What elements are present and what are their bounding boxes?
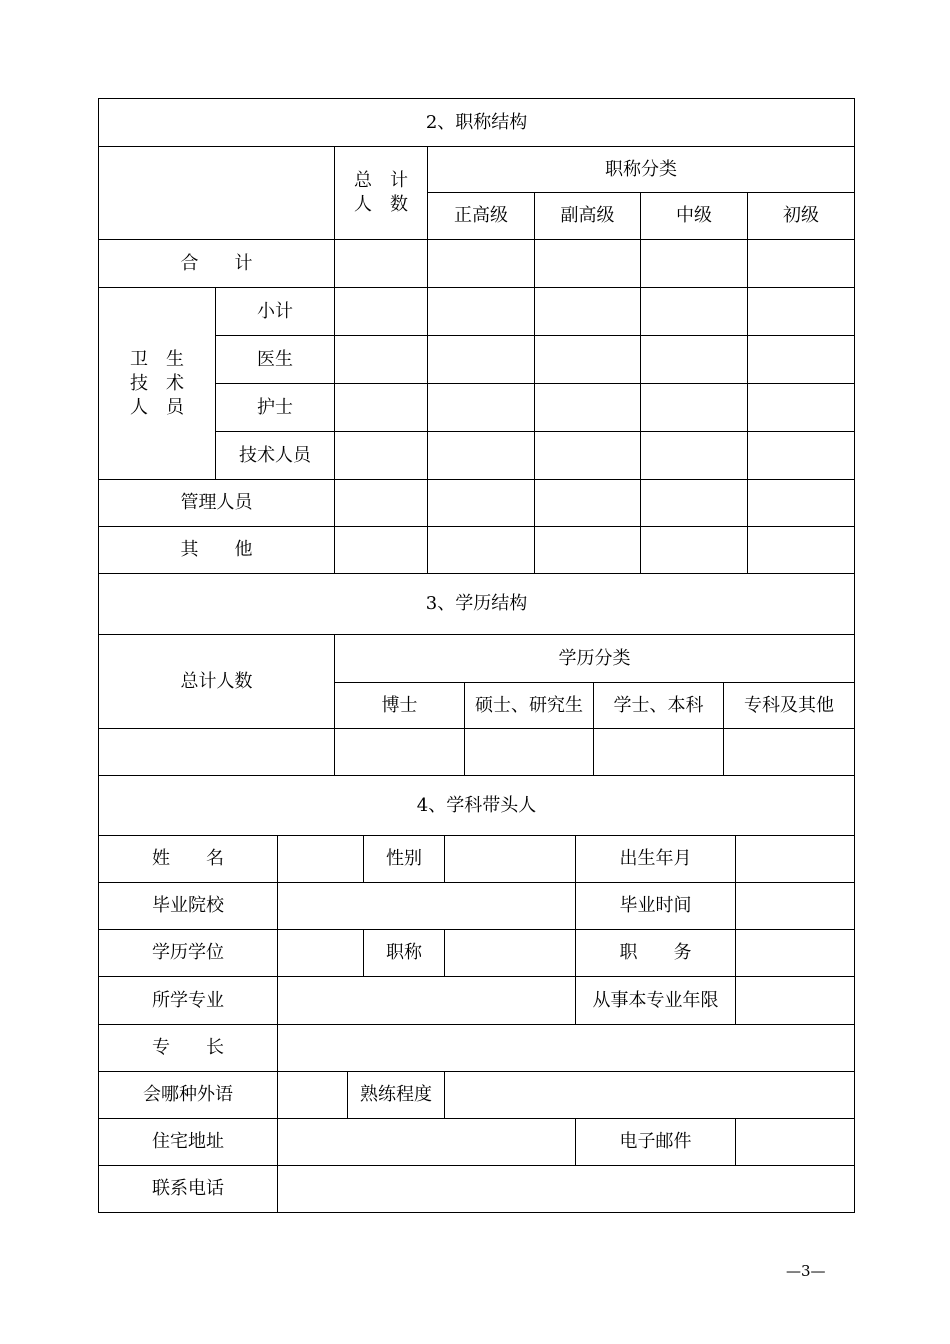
input-cell[interactable] <box>641 527 748 574</box>
row-label-subtotal: 小计 <box>216 288 335 336</box>
input-cell[interactable] <box>535 527 641 574</box>
input-cell[interactable] <box>428 480 535 527</box>
section-title: 4、学科带头人 <box>99 776 855 836</box>
input-cell[interactable] <box>535 432 641 480</box>
input-cell[interactable] <box>99 729 335 776</box>
label-phone: 联系电话 <box>99 1166 278 1213</box>
input-cell[interactable] <box>465 729 594 776</box>
input-cell[interactable] <box>748 480 855 527</box>
label-address: 住宅地址 <box>99 1119 278 1166</box>
input-cell[interactable] <box>748 527 855 574</box>
education-structure-table <box>98 573 855 776</box>
section-title: 2、职称结构 <box>99 99 855 147</box>
input-specialty[interactable] <box>278 1025 855 1072</box>
input-cell[interactable] <box>428 288 535 336</box>
label-proficiency: 熟练程度 <box>348 1072 445 1119</box>
input-cell[interactable] <box>724 729 855 776</box>
page-number: —3— <box>786 1262 826 1280</box>
label-grad-time: 毕业时间 <box>576 883 736 930</box>
category-label: 副高级 <box>535 193 641 240</box>
row-label-management: 管理人员 <box>99 480 335 527</box>
input-major[interactable] <box>278 977 576 1025</box>
input-cell[interactable] <box>335 240 428 288</box>
input-cell[interactable] <box>641 336 748 384</box>
input-cell[interactable] <box>335 336 428 384</box>
input-cell[interactable] <box>335 384 428 432</box>
category-label: 硕士、研究生 <box>465 683 594 729</box>
input-cell[interactable] <box>335 729 465 776</box>
input-cell[interactable] <box>641 240 748 288</box>
input-address[interactable] <box>278 1119 576 1166</box>
input-title-rank[interactable] <box>445 930 576 977</box>
input-cell[interactable] <box>428 527 535 574</box>
total-count-header: 总 计 人 数 <box>335 147 428 240</box>
input-cell[interactable] <box>535 336 641 384</box>
input-grad-time[interactable] <box>736 883 855 930</box>
label-name: 姓 名 <box>99 836 278 883</box>
input-cell[interactable] <box>641 432 748 480</box>
label-gender: 性别 <box>364 836 445 883</box>
total-count-header: 总计人数 <box>99 635 335 729</box>
row-label-nurse: 护士 <box>216 384 335 432</box>
input-cell[interactable] <box>535 240 641 288</box>
input-email[interactable] <box>736 1119 855 1166</box>
row-label-total: 合 计 <box>99 240 335 288</box>
input-cell[interactable] <box>428 240 535 288</box>
input-proficiency[interactable] <box>445 1072 855 1119</box>
input-cell[interactable] <box>428 384 535 432</box>
input-cell[interactable] <box>335 288 428 336</box>
input-language[interactable] <box>278 1072 348 1119</box>
label-major: 所学专业 <box>99 977 278 1025</box>
label-title-rank: 职称 <box>364 930 445 977</box>
category-header: 职称分类 <box>428 147 855 193</box>
input-position[interactable] <box>736 930 855 977</box>
input-gender[interactable] <box>445 836 576 883</box>
input-cell[interactable] <box>335 432 428 480</box>
input-cell[interactable] <box>594 729 724 776</box>
category-label: 初级 <box>748 193 855 240</box>
input-cell[interactable] <box>535 288 641 336</box>
corner-cell <box>99 147 335 240</box>
category-label: 正高级 <box>428 193 535 240</box>
label-specialty: 专 长 <box>99 1025 278 1072</box>
input-name[interactable] <box>278 836 364 883</box>
input-cell[interactable] <box>335 480 428 527</box>
row-label-doctor: 医生 <box>216 336 335 384</box>
label-school: 毕业院校 <box>99 883 278 930</box>
label-years: 从事本专业年限 <box>576 977 736 1025</box>
input-birth[interactable] <box>736 836 855 883</box>
row-label-technician: 技术人员 <box>216 432 335 480</box>
input-cell[interactable] <box>748 432 855 480</box>
input-school[interactable] <box>278 883 576 930</box>
input-cell[interactable] <box>748 288 855 336</box>
input-cell[interactable] <box>428 432 535 480</box>
label-email: 电子邮件 <box>576 1119 736 1166</box>
input-cell[interactable] <box>748 384 855 432</box>
input-degree[interactable] <box>278 930 364 977</box>
discipline-leader-table <box>98 775 855 1213</box>
input-cell[interactable] <box>535 480 641 527</box>
row-group-health-staff: 卫 生 技 术 人 员 <box>99 288 216 480</box>
row-label-other: 其 他 <box>99 527 335 574</box>
input-years[interactable] <box>736 977 855 1025</box>
input-phone[interactable] <box>278 1166 855 1213</box>
form-sheet <box>98 98 854 1213</box>
input-cell[interactable] <box>641 288 748 336</box>
category-label: 学士、本科 <box>594 683 724 729</box>
category-label: 专科及其他 <box>724 683 855 729</box>
input-cell[interactable] <box>535 384 641 432</box>
category-header: 学历分类 <box>335 635 855 683</box>
input-cell[interactable] <box>335 527 428 574</box>
input-cell[interactable] <box>748 240 855 288</box>
input-cell[interactable] <box>641 480 748 527</box>
title-structure-table <box>98 98 855 574</box>
input-cell[interactable] <box>748 336 855 384</box>
category-label: 中级 <box>641 193 748 240</box>
label-degree: 学历学位 <box>99 930 278 977</box>
label-language: 会哪种外语 <box>99 1072 278 1119</box>
category-label: 博士 <box>335 683 465 729</box>
input-cell[interactable] <box>641 384 748 432</box>
input-cell[interactable] <box>428 336 535 384</box>
label-birth: 出生年月 <box>576 836 736 883</box>
section-title: 3、学历结构 <box>99 574 855 635</box>
label-position: 职 务 <box>576 930 736 977</box>
